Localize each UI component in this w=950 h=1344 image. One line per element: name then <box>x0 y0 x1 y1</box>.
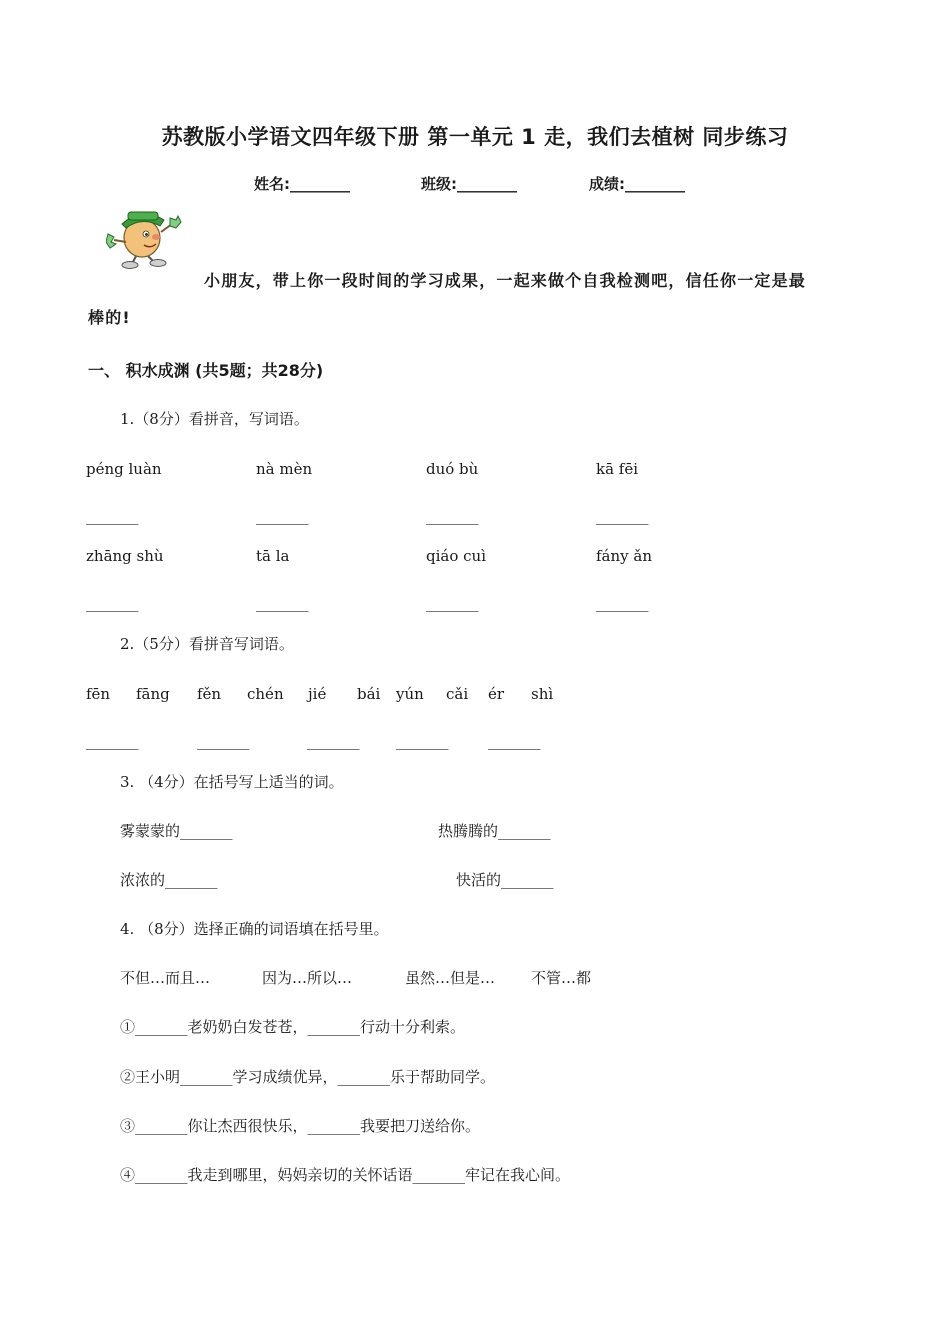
pinyin-syllable: yún <box>396 685 424 703</box>
answer-blank[interactable]: _______ <box>596 594 649 612</box>
answer-blank[interactable]: _______ <box>256 594 309 612</box>
question-1-prompt: 1.（8分）看拼音，写词语。 <box>120 410 309 428</box>
intro-line-1: 小朋友，带上你一段时间的学习成果，一起来做个自我检测吧，信任你一定是最 <box>204 271 807 290</box>
option-word: 虽然…但是… <box>405 969 496 987</box>
pinyin-syllable: bái <box>357 685 381 703</box>
option-word: 因为…所以… <box>262 969 353 987</box>
fill-item[interactable]: 热腾腾的_______ <box>438 822 551 840</box>
pinyin-syllable: fěn <box>197 685 222 703</box>
option-word: 不但…而且… <box>120 969 211 987</box>
answer-blank[interactable]: _______ <box>426 594 479 612</box>
answer-blank[interactable]: _______ <box>197 732 250 750</box>
answer-blank[interactable]: _______ <box>86 594 139 612</box>
answer-blank[interactable]: _______ <box>596 507 649 525</box>
fill-item[interactable]: 快活的_______ <box>456 871 554 889</box>
answer-blank[interactable]: _______ <box>86 732 139 750</box>
mascot-illustration <box>106 204 188 270</box>
pinyin-syllable: chén <box>247 685 284 703</box>
answer-blank[interactable]: _______ <box>426 507 479 525</box>
class-field: 班级:________ <box>421 175 517 193</box>
answer-blank[interactable]: _______ <box>307 732 360 750</box>
sentence-item[interactable]: ②王小明_______学习成绩优异，_______乐于帮助同学。 <box>120 1068 496 1086</box>
intro-line-2: 棒的! <box>88 308 131 327</box>
pinyin-item: duó bù <box>426 460 479 478</box>
pinyin-syllable: shì <box>531 685 554 703</box>
pinyin-item: péng luàn <box>86 460 162 478</box>
sentence-item[interactable]: ①_______老奶奶白发苍苍，_______行动十分利索。 <box>120 1018 466 1036</box>
pinyin-syllable: cǎi <box>446 685 469 703</box>
pinyin-syllable: ér <box>488 685 505 703</box>
answer-blank[interactable]: _______ <box>488 732 541 750</box>
fill-item[interactable]: 浓浓的_______ <box>120 871 218 889</box>
pinyin-syllable: fēn <box>86 685 111 703</box>
fill-item[interactable]: 雾蒙蒙的_______ <box>120 822 233 840</box>
sentence-item[interactable]: ③_______你让杰西很快乐，_______我要把刀送给你。 <box>120 1117 481 1135</box>
pinyin-item: zhāng shù <box>86 547 164 565</box>
pinyin-item: tā la <box>256 547 290 565</box>
pinyin-item: nà mèn <box>256 460 313 478</box>
pinyin-item: kā fēi <box>596 460 639 478</box>
question-3-prompt: 3. （4分）在括号写上适当的词。 <box>120 773 344 791</box>
pinyin-syllable: fāng <box>136 685 170 703</box>
sentence-item[interactable]: ④_______我走到哪里，妈妈亲切的关怀话语_______牢记在我心间。 <box>120 1166 571 1184</box>
question-2-prompt: 2.（5分）看拼音写词语。 <box>120 635 294 653</box>
pinyin-syllable: jié <box>308 685 327 703</box>
pinyin-item: qiáo cuì <box>426 547 486 565</box>
page-title: 苏教版小学语文四年级下册 第一单元 1 走，我们去植树 同步练习 <box>161 125 789 149</box>
pinyin-item: fány ǎn <box>596 547 653 565</box>
section-heading: 一、 积水成渊 (共5题；共28分) <box>88 361 324 380</box>
score-field: 成绩:________ <box>589 175 685 193</box>
name-field: 姓名:________ <box>254 175 350 193</box>
question-4-prompt: 4. （8分）选择正确的词语填在括号里。 <box>120 920 389 938</box>
answer-blank[interactable]: _______ <box>86 507 139 525</box>
answer-blank[interactable]: _______ <box>256 507 309 525</box>
answer-blank[interactable]: _______ <box>396 732 449 750</box>
option-word: 不管…都 <box>531 969 592 987</box>
